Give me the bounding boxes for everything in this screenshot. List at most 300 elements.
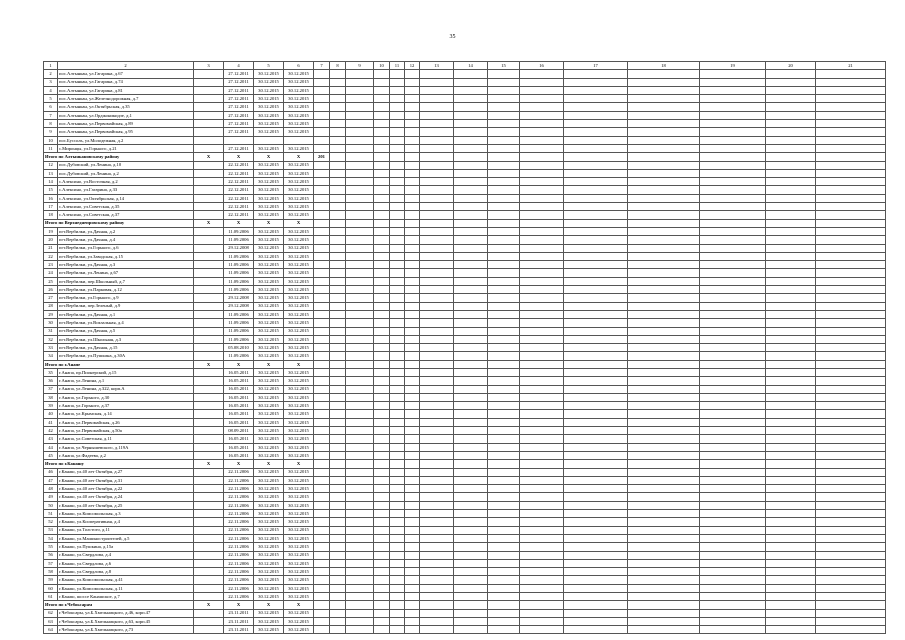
table-row <box>44 178 886 186</box>
table-cell <box>374 584 390 592</box>
table-cell <box>314 609 330 617</box>
table-cell <box>420 584 454 592</box>
table-cell: 29.12.2008 <box>224 302 254 310</box>
table-cell <box>488 543 520 551</box>
table-row <box>44 203 886 211</box>
table-cell <box>488 219 520 227</box>
table-cell <box>628 319 700 327</box>
table-cell <box>390 136 405 144</box>
table-cell <box>520 584 564 592</box>
table-cell <box>700 410 766 418</box>
table-cell <box>420 203 454 211</box>
table-cell: 22.12.2011 <box>224 178 254 186</box>
table-cell <box>700 543 766 551</box>
table-cell <box>420 86 454 94</box>
table-cell: 30.12.2015 <box>284 418 314 426</box>
table-cell <box>628 609 700 617</box>
column-number-row <box>44 62 886 70</box>
table-cell <box>816 219 886 227</box>
table-cell <box>405 286 420 294</box>
table-cell <box>420 501 454 509</box>
table-cell <box>420 393 454 401</box>
table-cell: 29.12.2008 <box>224 244 254 252</box>
table-cell <box>314 294 330 302</box>
table-cell <box>766 86 816 94</box>
table-cell <box>390 70 405 78</box>
table-cell <box>564 617 628 625</box>
table-cell <box>374 344 390 352</box>
table-cell <box>700 120 766 128</box>
table-cell: 30.12.2015 <box>254 476 284 484</box>
table-cell <box>488 310 520 318</box>
table-cell <box>346 236 374 244</box>
table-cell <box>405 626 420 634</box>
table-cell <box>330 186 346 194</box>
table-cell <box>330 510 346 518</box>
table-cell: X <box>284 219 314 227</box>
table-cell <box>488 120 520 128</box>
table-cell: 30.12.2015 <box>254 261 284 269</box>
table-cell: пос.Дубовский, ул.Ленина, д.10 <box>58 161 194 169</box>
table-cell <box>488 302 520 310</box>
table-cell: 27.12.2011 <box>224 78 254 86</box>
table-cell <box>488 111 520 119</box>
table-cell <box>330 418 346 426</box>
table-cell <box>194 86 224 94</box>
table-cell <box>405 534 420 542</box>
table-cell <box>374 352 390 360</box>
table-row <box>44 609 886 617</box>
table-cell <box>766 485 816 493</box>
table-cell <box>420 435 454 443</box>
table-cell: 23.11.2011 <box>224 626 254 634</box>
table-cell: 43 <box>44 435 58 443</box>
table-cell <box>628 568 700 576</box>
table-cell: 30.12.2015 <box>254 609 284 617</box>
table-cell <box>314 476 330 484</box>
table-cell <box>520 277 564 285</box>
table-cell <box>766 609 816 617</box>
table-cell: 42 <box>44 427 58 435</box>
table-cell <box>700 352 766 360</box>
table-cell <box>390 128 405 136</box>
table-cell <box>346 78 374 86</box>
table-cell <box>816 327 886 335</box>
table-cell <box>420 194 454 202</box>
table-cell <box>194 244 224 252</box>
table-cell <box>374 593 390 601</box>
table-cell: 30.12.2015 <box>254 302 284 310</box>
table-cell: 30.12.2015 <box>254 211 284 219</box>
table-cell <box>330 203 346 211</box>
table-cell <box>374 559 390 567</box>
table-cell: 30.12.2015 <box>284 78 314 86</box>
table-cell <box>390 327 405 335</box>
table-cell <box>488 485 520 493</box>
table-cell: 37 <box>44 385 58 393</box>
table-cell: 11 <box>390 62 405 70</box>
table-cell <box>346 526 374 534</box>
table-cell <box>454 526 488 534</box>
table-cell <box>564 78 628 86</box>
table-cell: пгт.Вербилки, ул.Дачная, д.15 <box>58 344 194 352</box>
table-cell <box>314 136 330 144</box>
table-cell <box>194 95 224 103</box>
table-cell <box>330 103 346 111</box>
table-cell: 2 <box>44 70 58 78</box>
table-cell <box>628 252 700 260</box>
table-cell <box>564 95 628 103</box>
table-cell <box>520 626 564 634</box>
table-cell <box>816 128 886 136</box>
table-cell: 30.12.2015 <box>254 86 284 94</box>
table-cell <box>330 211 346 219</box>
table-cell <box>374 501 390 509</box>
table-cell: 31 <box>44 327 58 335</box>
table-cell <box>564 269 628 277</box>
table-cell <box>346 451 374 459</box>
table-cell <box>390 153 405 161</box>
table-cell <box>314 402 330 410</box>
table-cell <box>816 518 886 526</box>
table-cell <box>488 559 520 567</box>
table-cell <box>314 617 330 625</box>
table-cell <box>564 203 628 211</box>
table-cell <box>816 352 886 360</box>
table-cell <box>330 568 346 576</box>
table-cell <box>330 609 346 617</box>
table-cell: 27.12.2011 <box>224 86 254 94</box>
table-cell <box>390 526 405 534</box>
table-cell <box>405 377 420 385</box>
table-cell <box>700 601 766 609</box>
table-cell: г.Анапа, ул.Ленина, д.322, корп.А <box>58 385 194 393</box>
table-cell <box>454 559 488 567</box>
table-cell <box>454 111 488 119</box>
table-cell: 39 <box>44 402 58 410</box>
table-cell <box>520 169 564 177</box>
table-cell <box>454 626 488 634</box>
table-cell <box>420 211 454 219</box>
table-cell <box>766 211 816 219</box>
table-cell <box>405 510 420 518</box>
table-cell: 22.11.2006 <box>224 584 254 592</box>
table-cell <box>346 468 374 476</box>
table-cell <box>816 111 886 119</box>
table-row <box>44 493 886 501</box>
table-cell <box>405 178 420 186</box>
table-cell <box>405 568 420 576</box>
table-cell <box>628 194 700 202</box>
table-cell: 30.12.2015 <box>254 103 284 111</box>
table-cell: 30.12.2015 <box>284 377 314 385</box>
table-cell: 27.12.2011 <box>224 111 254 119</box>
table-row <box>44 302 886 310</box>
table-cell <box>488 526 520 534</box>
table-cell <box>520 70 564 78</box>
table-cell <box>390 169 405 177</box>
table-cell <box>314 335 330 343</box>
table-cell <box>454 576 488 584</box>
table-cell <box>194 410 224 418</box>
table-cell <box>420 609 454 617</box>
table-cell <box>374 103 390 111</box>
table-cell: 30.12.2015 <box>284 609 314 617</box>
table-row <box>44 418 886 426</box>
table-cell <box>488 344 520 352</box>
table-cell <box>454 86 488 94</box>
table-cell <box>390 551 405 559</box>
table-cell <box>628 617 700 625</box>
table-cell <box>374 319 390 327</box>
table-row <box>44 211 886 219</box>
table-cell <box>628 427 700 435</box>
table-cell <box>330 593 346 601</box>
table-cell <box>700 344 766 352</box>
table-cell <box>330 393 346 401</box>
table-cell <box>564 227 628 235</box>
subtotal-label: Итого по г.Канашу <box>44 460 194 468</box>
table-row <box>44 559 886 567</box>
table-cell <box>420 327 454 335</box>
table-cell <box>816 443 886 451</box>
table-cell: 30.12.2015 <box>254 418 284 426</box>
table-cell <box>700 319 766 327</box>
table-cell <box>314 161 330 169</box>
table-cell <box>330 526 346 534</box>
table-cell <box>420 377 454 385</box>
table-cell: 49 <box>44 493 58 501</box>
table-cell: 4 <box>44 86 58 94</box>
table-cell <box>520 294 564 302</box>
table-cell <box>374 310 390 318</box>
table-cell <box>816 476 886 484</box>
table-cell: X <box>254 360 284 368</box>
table-cell <box>628 460 700 468</box>
table-cell <box>314 219 330 227</box>
table-cell: 30.12.2015 <box>254 393 284 401</box>
table-cell <box>766 227 816 235</box>
table-cell: 30.12.2015 <box>284 178 314 186</box>
table-cell <box>816 86 886 94</box>
table-cell <box>564 451 628 459</box>
table-cell: 30.12.2015 <box>254 227 284 235</box>
table-cell: 30.12.2015 <box>284 534 314 542</box>
table-row <box>44 169 886 177</box>
table-cell <box>374 551 390 559</box>
table-cell: пгт.Вербилки, ул.Дачная, д.1 <box>58 310 194 318</box>
table-cell <box>374 120 390 128</box>
table-cell <box>628 178 700 186</box>
table-cell: 30.12.2015 <box>254 319 284 327</box>
table-cell <box>374 261 390 269</box>
table-cell <box>405 335 420 343</box>
table-cell <box>628 393 700 401</box>
table-cell <box>346 136 374 144</box>
table-cell <box>816 510 886 518</box>
table-cell <box>330 443 346 451</box>
table-cell <box>390 510 405 518</box>
table-cell <box>766 335 816 343</box>
table-cell <box>405 460 420 468</box>
table-cell: 11.09.2006 <box>224 277 254 285</box>
table-cell <box>390 568 405 576</box>
table-cell <box>346 111 374 119</box>
table-cell <box>405 310 420 318</box>
table-cell: 21 <box>816 62 886 70</box>
table-row <box>44 468 886 476</box>
table-cell <box>454 377 488 385</box>
table-cell <box>405 144 420 152</box>
table-cell <box>314 443 330 451</box>
table-cell <box>330 435 346 443</box>
table-cell <box>405 559 420 567</box>
table-cell: с.Алексино, ул.Гагарина, д.33 <box>58 186 194 194</box>
table-cell <box>488 286 520 294</box>
table-cell <box>374 95 390 103</box>
table-cell <box>816 485 886 493</box>
table-cell <box>520 468 564 476</box>
table-cell <box>314 227 330 235</box>
table-row <box>44 584 886 592</box>
table-cell <box>390 319 405 327</box>
table-cell <box>405 526 420 534</box>
table-cell <box>194 593 224 601</box>
table-cell <box>766 178 816 186</box>
table-cell: 30.12.2015 <box>284 468 314 476</box>
table-cell <box>816 277 886 285</box>
table-row <box>44 443 886 451</box>
table-row <box>44 393 886 401</box>
table-cell <box>420 136 454 144</box>
table-cell <box>330 352 346 360</box>
table-cell <box>346 368 374 376</box>
table-cell <box>330 344 346 352</box>
table-cell <box>346 493 374 501</box>
table-cell <box>564 576 628 584</box>
table-cell <box>405 269 420 277</box>
table-cell <box>700 203 766 211</box>
table-cell <box>700 368 766 376</box>
table-cell <box>488 510 520 518</box>
table-cell: 30.12.2015 <box>284 144 314 152</box>
table-cell <box>454 302 488 310</box>
table-cell: 30.12.2015 <box>284 161 314 169</box>
table-cell <box>488 385 520 393</box>
table-cell <box>564 327 628 335</box>
table-cell <box>454 277 488 285</box>
table-cell <box>346 518 374 526</box>
table-cell: 201 <box>314 153 330 161</box>
table-cell <box>314 377 330 385</box>
table-cell <box>314 211 330 219</box>
table-cell <box>628 559 700 567</box>
table-cell <box>488 128 520 136</box>
table-cell <box>628 327 700 335</box>
table-cell <box>488 576 520 584</box>
table-cell <box>488 468 520 476</box>
table-cell <box>766 128 816 136</box>
table-cell <box>330 70 346 78</box>
table-cell: г.Канаш, ул.Свердлова, д.4 <box>58 551 194 559</box>
table-cell <box>766 310 816 318</box>
table-cell: 30.12.2015 <box>284 335 314 343</box>
table-cell <box>628 626 700 634</box>
table-cell <box>816 335 886 343</box>
table-cell: 30.12.2015 <box>284 443 314 451</box>
table-cell <box>454 601 488 609</box>
table-cell <box>194 203 224 211</box>
table-cell: 22.12.2011 <box>224 211 254 219</box>
table-cell: г.Анапа, ул.Горького, д.30 <box>58 393 194 401</box>
table-cell <box>454 227 488 235</box>
table-cell <box>454 120 488 128</box>
table-cell: 8 <box>330 62 346 70</box>
table-cell <box>700 236 766 244</box>
table-cell <box>405 70 420 78</box>
table-cell <box>346 86 374 94</box>
table-cell <box>390 443 405 451</box>
table-cell <box>488 393 520 401</box>
table-cell <box>194 269 224 277</box>
table-cell <box>346 377 374 385</box>
table-cell <box>488 352 520 360</box>
table-cell: 08.09.2011 <box>224 427 254 435</box>
table-cell <box>405 261 420 269</box>
table-cell <box>405 368 420 376</box>
table-cell <box>374 78 390 86</box>
table-cell: 16.05.2011 <box>224 443 254 451</box>
table-cell <box>390 476 405 484</box>
table-cell <box>816 227 886 235</box>
table-cell <box>374 427 390 435</box>
table-cell <box>454 144 488 152</box>
table-cell: 16.05.2011 <box>224 410 254 418</box>
table-cell: 30.12.2015 <box>254 626 284 634</box>
table-cell: 51 <box>44 510 58 518</box>
table-cell <box>314 186 330 194</box>
table-cell <box>346 460 374 468</box>
table-cell <box>420 269 454 277</box>
table-cell <box>700 518 766 526</box>
table-cell: пос.Дубовский, ул.Ленина, д.2 <box>58 169 194 177</box>
table-cell <box>766 144 816 152</box>
table-cell <box>628 377 700 385</box>
table-cell <box>390 161 405 169</box>
table-cell <box>330 277 346 285</box>
table-cell <box>346 418 374 426</box>
table-cell <box>314 252 330 260</box>
table-cell <box>194 252 224 260</box>
table-cell <box>564 161 628 169</box>
table-cell <box>374 169 390 177</box>
table-cell: 34 <box>44 352 58 360</box>
table-cell: 22.11.2006 <box>224 551 254 559</box>
table-cell: 22.11.2006 <box>224 510 254 518</box>
table-cell <box>488 476 520 484</box>
table-cell <box>194 186 224 194</box>
table-cell <box>405 153 420 161</box>
table-row <box>44 136 886 144</box>
table-cell <box>700 327 766 335</box>
table-cell <box>346 443 374 451</box>
table-cell <box>330 601 346 609</box>
subtotal-label: Итого по Алтынкановскому району <box>44 153 194 161</box>
table-cell <box>374 136 390 144</box>
table-cell <box>564 543 628 551</box>
table-cell: 30.12.2015 <box>284 368 314 376</box>
table-cell <box>194 344 224 352</box>
